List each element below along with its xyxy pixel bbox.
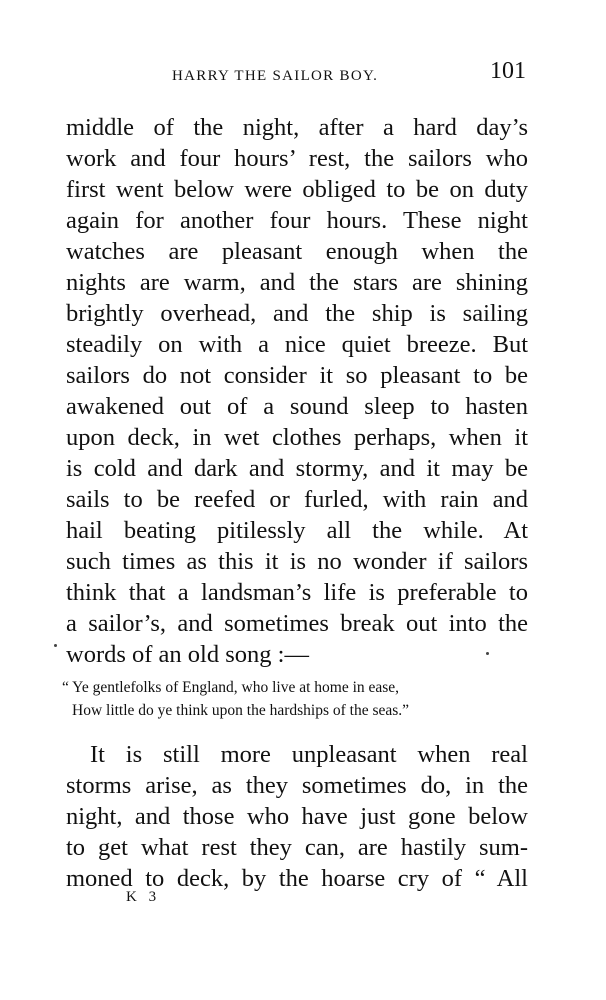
text-line: a sailor’s, and sometimes break out into the bbox=[66, 610, 528, 637]
verse-line: “ Ye gentlefolks of England, who live at home in ease, bbox=[62, 679, 400, 696]
page-number: 101 bbox=[490, 58, 526, 84]
text-line: sailors do not consider it so pleasant to be bbox=[66, 362, 528, 389]
text-line: sails to be reefed or furled, with rain and bbox=[66, 486, 528, 513]
text-line: night, and those who have just gone below bbox=[66, 803, 528, 830]
verse-quotation bbox=[60, 676, 522, 722]
text-line: upon deck, in wet clothes perhaps, when it bbox=[66, 424, 528, 451]
text-line: brightly overhead, and the ship is sailing bbox=[66, 300, 528, 327]
text-line: storms arise, as they sometimes do, in the bbox=[66, 772, 528, 799]
running-head bbox=[172, 58, 532, 92]
text-line: steadily on with a nice quiet breeze. But bbox=[66, 331, 528, 358]
paragraph-two bbox=[66, 739, 528, 894]
text-line: watches are pleasant enough when the bbox=[66, 238, 528, 265]
text-line: It is still more unpleasant when real bbox=[90, 741, 528, 768]
text-line: first went below were obliged to be on duty bbox=[66, 176, 528, 203]
text-line: nights are warm, and the stars are shining bbox=[66, 269, 528, 296]
paragraph-one bbox=[66, 112, 528, 670]
text-line: is cold and dark and stormy, and it may be bbox=[66, 455, 528, 482]
print-speck bbox=[54, 644, 57, 647]
text-line: again for another four hours. These night bbox=[66, 207, 528, 234]
text-line: moned to deck, by the hoarse cry of “ All bbox=[66, 865, 528, 892]
text-line: words of an old song :— bbox=[66, 641, 309, 668]
text-line: hail beating pitilessly all the while. At bbox=[66, 517, 528, 544]
text-line: awakened out of a sound sleep to hasten bbox=[66, 393, 528, 420]
text-line: middle of the night, after a hard day’s bbox=[66, 114, 528, 141]
text-line: such times as this it is no wonder if sailors bbox=[66, 548, 528, 575]
signature-mark: K 3 bbox=[126, 889, 161, 905]
verse-line: How little do ye think upon the hardships of the seas.” bbox=[72, 702, 410, 719]
print-speck bbox=[486, 652, 489, 655]
text-line: think that a landsman’s life is preferable to bbox=[66, 579, 528, 606]
text-line: work and four hours’ rest, the sailors who bbox=[66, 145, 528, 172]
text-line: to get what rest they can, are hastily sum- bbox=[66, 834, 528, 861]
running-title: HARRY THE SAILOR BOY. bbox=[172, 68, 379, 84]
